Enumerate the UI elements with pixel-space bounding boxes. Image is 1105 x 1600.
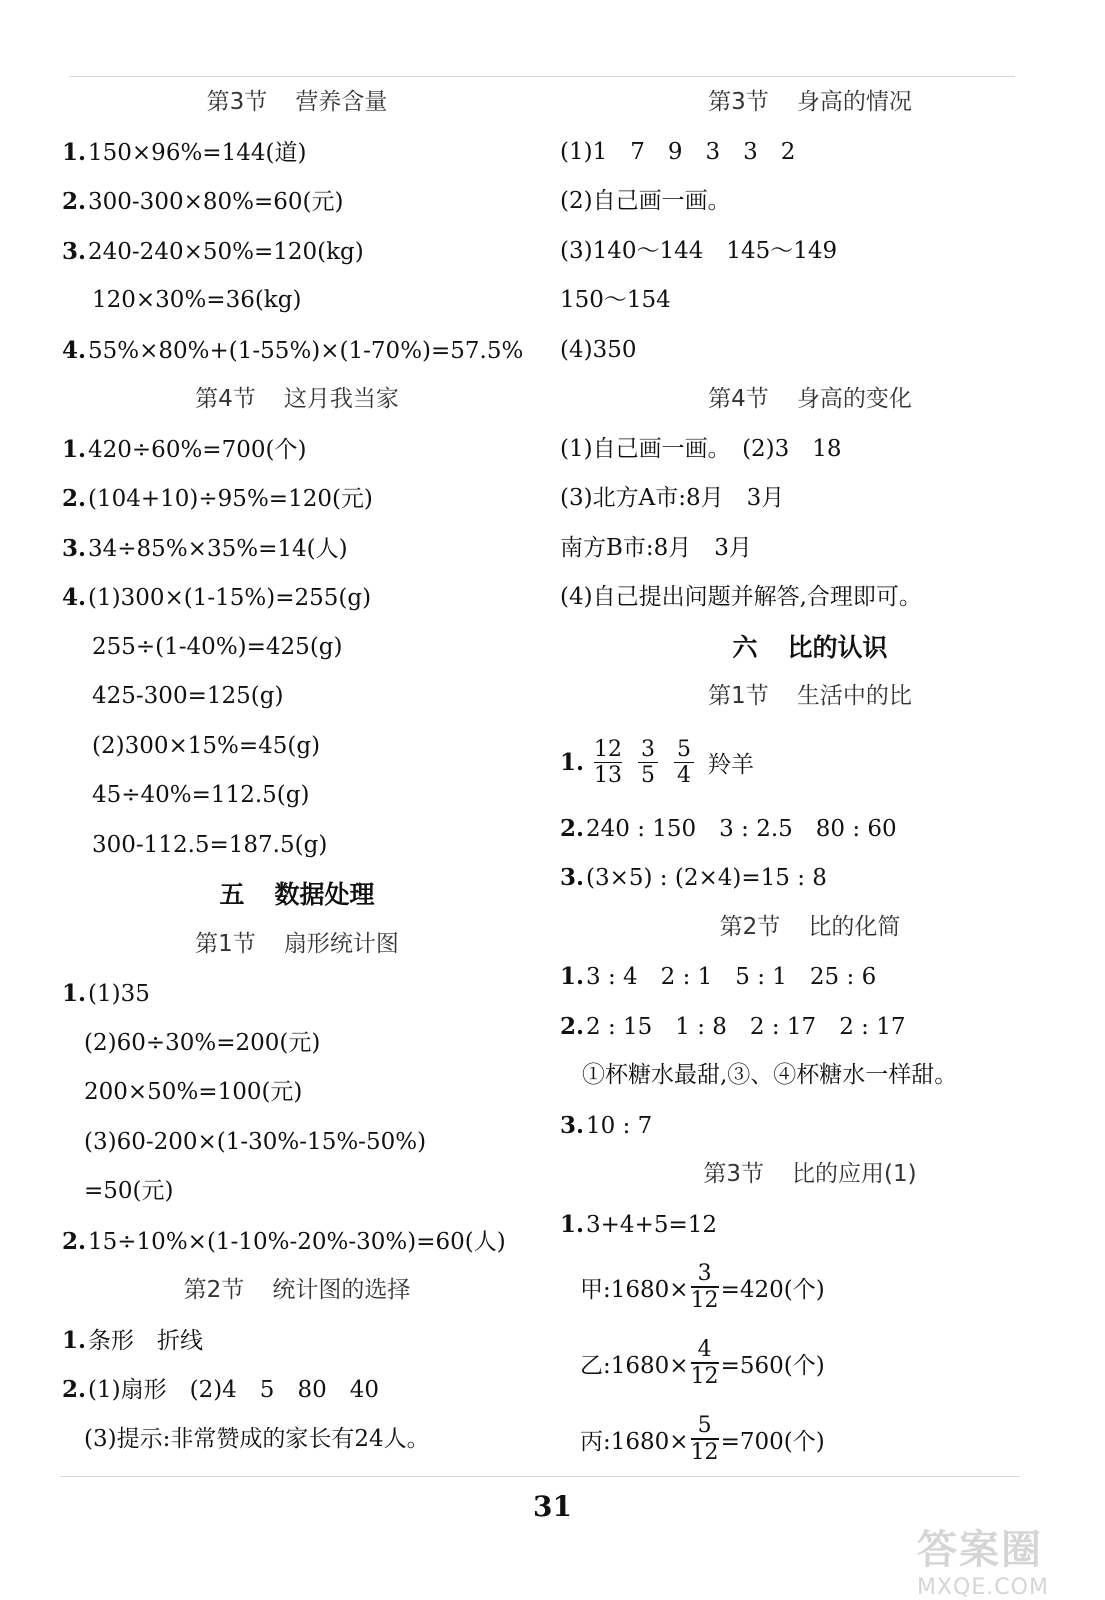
fraction: $\frac{3}{12}$ (690, 1261, 719, 1313)
answer-line: 255÷(1-40%)=425(g) (92, 633, 343, 660)
answer-line: 3.(3×5) : (2×4)=15 : 8 (560, 864, 827, 891)
answer-line: 南方B市:8月 3月 (560, 534, 752, 561)
answer-line: (3)提示:非常赞成的家长有24人。 (84, 1425, 430, 1452)
answer-line: (1)1 7 9 3 3 2 (560, 138, 796, 165)
answer-line: 2.(104+10)÷95%=120(元) (62, 485, 373, 512)
section-title: 第3节 身高的情况 (708, 89, 912, 115)
answer-line: 150～154 (560, 287, 671, 313)
answer-line: (3)60-200×(1-30%-15%-50%) (84, 1128, 427, 1155)
answer-line: (2)300×15%=45(g) (92, 732, 321, 759)
answer-line: 425-300=125(g) (92, 683, 284, 709)
answer-line: 3.10 : 7 (560, 1111, 653, 1139)
answer-line: 2.(1)扇形 (2)4 5 80 40 (62, 1376, 379, 1403)
fraction: $\frac{5}{4}$ (674, 738, 694, 788)
answer-line: 3.34÷85%×35%=14(人) (62, 534, 348, 562)
chapter-title: 五 数据处理 (219, 880, 375, 909)
answer-line: 1.3 : 4 2 : 1 5 : 1 25 : 6 (560, 963, 877, 990)
fraction: $\frac{5}{12}$ (690, 1413, 719, 1465)
answer-line: 2.300-300×80%=60(元) (62, 188, 344, 215)
answer-line: 2.2 : 15 1 : 8 2 : 17 2 : 17 (560, 1012, 906, 1040)
section-title: 第1节 扇形统计图 (195, 930, 399, 957)
answer-line: 1.3+4+5=12 (560, 1210, 717, 1238)
section-title: 第2节 比的化简 (719, 913, 901, 940)
answer-line: (4)自己提出问题并解答,合理即可。 (560, 584, 922, 610)
section-title: 第3节 比的应用(1) (703, 1161, 917, 1187)
bottom-rule (60, 1476, 1020, 1477)
left-column (62, 78, 532, 1464)
answer-line: 1.150×96%=144(道) (62, 138, 307, 166)
chapter-title: 六 比的认识 (732, 632, 888, 662)
answer-line: 1.条形 折线 (62, 1326, 204, 1354)
section-title: 第1节 生活中的比 (708, 683, 912, 709)
right-column (560, 78, 1060, 1477)
answer-line-fraction: 乙:1680× $\frac{4}{12}$ =560(个) (580, 1337, 825, 1389)
section-title: 第3节 营养含量 (206, 89, 388, 115)
answer-line: 1.420÷60%=700(个) (62, 435, 307, 463)
top-rule (70, 76, 1015, 77)
answer-line: (1)自己画一画。 (2)3 18 (560, 435, 842, 462)
section-title: 第4节 这月我当家 (195, 386, 399, 412)
fraction: $\frac{4}{12}$ (690, 1337, 719, 1389)
answer-line: 1.(1)35 (62, 980, 150, 1007)
answer-line: 4.(1)300×(1-15%)=255(g) (62, 584, 372, 611)
answer-line: 2.240 : 150 3 : 2.5 80 : 60 (560, 814, 897, 842)
answer-line: (2)自己画一画。 (560, 188, 731, 214)
section-title: 第2节 统计图的选择 (183, 1277, 411, 1303)
answer-line: (3)140～144 145～149 (560, 237, 838, 264)
answer-line: (3)北方A市:8月 3月 (560, 485, 785, 511)
answer-line: 300-112.5=187.5(g) (92, 831, 328, 858)
fraction: $\frac{12}{13}$ (594, 736, 623, 789)
answer-line: (2)60÷30%=200(元) (84, 1029, 321, 1056)
answer-line-fraction: 甲:1680× $\frac{3}{12}$ =420(个) (580, 1261, 825, 1313)
page-number: 31 (533, 1490, 572, 1523)
answer-line: 45÷40%=112.5(g) (92, 782, 310, 808)
fraction: $\frac{3}{5}$ (638, 738, 658, 788)
watermark-logo: 答案圈 MXQE.COM (917, 1527, 1049, 1600)
answer-line: 200×50%=100(元) (84, 1079, 303, 1105)
answer-line: (4)350 (560, 336, 637, 363)
answer-line: =50(元) (84, 1178, 174, 1204)
section-title: 第4节 身高的变化 (708, 386, 912, 412)
answer-line: 2.15÷10%×(1-10%-20%-30%)=60(人) (62, 1227, 506, 1255)
answer-line: 4.55%×80%+(1-55%)×(1-70%)=57.5% (62, 336, 524, 364)
answer-line-fractions: 1. $\frac{12}{13}$ $\frac{3}{5}$ $\frac{5}{4}$ 羚羊 (560, 736, 755, 789)
answer-line: 120×30%=36(kg) (92, 287, 302, 313)
answer-line: 3.240-240×50%=120(kg) (62, 237, 364, 265)
answer-line-fraction: 丙:1680× $\frac{5}{12}$ =700(个) (580, 1413, 825, 1465)
answer-line: ①杯糖水最甜,③、④杯糖水一样甜。 (582, 1062, 958, 1088)
